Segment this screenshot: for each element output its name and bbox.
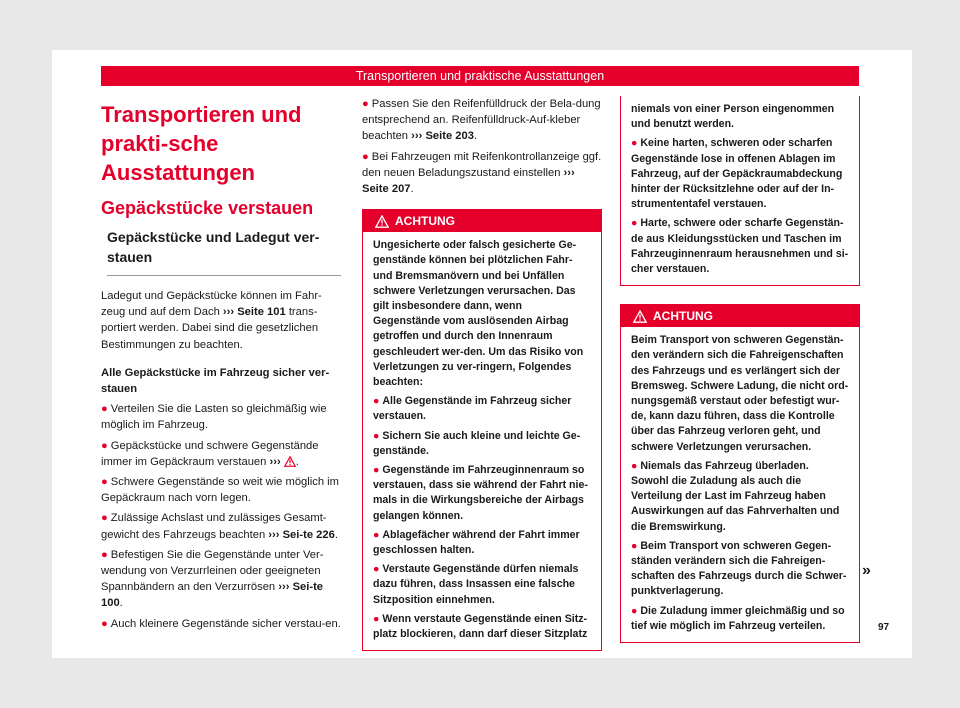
- bullet-icon: ●: [373, 464, 380, 477]
- bullet-icon: ●: [631, 459, 638, 472]
- bullet-icon: ●: [101, 548, 108, 561]
- list-item: [631, 216, 849, 277]
- list-item-text: Auch kleinere Gegenstände sicher verstau-en.: [110, 617, 341, 630]
- list-item-text: Harte, schwere oder scharfe Gegenstän-de aus Kleidungsstücken und Taschen im Fahrzeuginnenraum herausnehmen und si-cher verstauen.: [631, 217, 849, 276]
- bullet-icon: ●: [373, 429, 380, 442]
- column-left: [101, 96, 341, 632]
- list-item-text: Beim Transport von schweren Gegen-ständen verändern sich die Fahreigen-schaften des Fahrzeugs durch die Schwer-punktverlagerung.: [631, 539, 847, 598]
- list-item: [631, 539, 849, 600]
- list-item: [373, 562, 591, 608]
- column-middle: [362, 96, 602, 651]
- list-item: [373, 463, 591, 524]
- list-item: [373, 528, 591, 558]
- list-item-text: Ablagefächer während der Fahrt immer geschlossen halten.: [373, 528, 580, 557]
- list-item: ● Passen Sie den Reifenfülldruck der Bela-dung entsprechend an. Reifenfülldruck-Auf-kleber beachten ››› Seite 203.: [362, 98, 601, 143]
- warning-box: [362, 209, 602, 651]
- bullet-icon: ●: [631, 539, 638, 552]
- list-item: [373, 429, 591, 459]
- list-item: [631, 604, 849, 634]
- page-reference[interactable]: ››› Sei-te 226: [268, 528, 335, 541]
- warning-text: niemals von einer Person eingenommen und benutzt werden.: [631, 103, 835, 131]
- warning-header: [363, 210, 601, 232]
- list-item-text: Keine harten, schweren oder scharfen Gegenstände lose in offenen Ablagen im Fahrzeug, auf der Gepäckraumabdeckung hinter der Rücksitzlehne oder auf der In-strumententafel verstauen.: [631, 137, 843, 211]
- page-reference[interactable]: ››› Seite 203: [411, 130, 474, 143]
- list-item: [373, 612, 591, 642]
- warning-body: [621, 96, 859, 285]
- list-item-text: Schwere Gegenstände so weit wie möglich im Gepäckraum nach vorn legen.: [101, 476, 339, 505]
- list-item: [373, 394, 591, 424]
- list-item-text: Gepäckstücke und schwere Gegenstände immer im Gepäckraum verstauen: [101, 439, 319, 468]
- bullet-icon: ●: [101, 512, 108, 525]
- bullet-icon: ●: [373, 528, 380, 541]
- list-item-text: Alle Gegenstände im Fahrzeug sicher verstauen.: [373, 395, 572, 423]
- continued-marker: »: [862, 562, 871, 579]
- warning-triangle-icon: [284, 456, 296, 467]
- intro-paragraph: [101, 288, 341, 353]
- page-reference[interactable]: ››› Seite 207: [362, 166, 575, 196]
- warning-label: ACHTUNG: [395, 214, 455, 229]
- running-header: Transportieren und praktische Ausstattungen: [101, 66, 859, 86]
- list-item-text: Sichern Sie auch kleine und leichte Ge-genstände.: [373, 429, 581, 457]
- list-item-text: Die Zuladung immer gleichmäßig und so tief wie möglich im Fahrzeug verteilen.: [631, 604, 845, 632]
- list-item: [631, 136, 849, 212]
- page-reference[interactable]: ››› Sei-te 100: [101, 581, 324, 610]
- bullet-icon: ●: [631, 604, 638, 617]
- bullet-icon: ●: [362, 150, 369, 163]
- list-item-text: Gegenstände im Fahrzeuginnenraum so verstauen, dass sie während der Fahrt nie-mals in die Wirkungsbereiche der Airbags gelangen können.: [373, 464, 588, 522]
- bullet-icon: ●: [631, 137, 638, 150]
- list-item-text: Verstaute Gegenstände dürfen niemals dazu führen, dass Insassen eine falsche Sitzposition einnehmen.: [373, 563, 579, 606]
- warning-label: ACHTUNG: [653, 309, 713, 324]
- warning-body: [363, 232, 601, 650]
- list-item: ● Bei Fahrzeugen mit Reifenkontrollanzeige ggf. den neuen Beladungszustand einstellen ››› Seite 207.: [362, 150, 602, 196]
- page-reference[interactable]: ›››: [269, 455, 281, 468]
- bullet-icon: ●: [101, 617, 108, 630]
- warning-body: [621, 327, 859, 642]
- intro-text: Ladegut und Gepäckstücke können im Fahr-zeug und auf dem Dach: [101, 290, 322, 319]
- warning-header: [621, 305, 859, 327]
- section-title: Gepäckstücke verstauen: [101, 198, 314, 218]
- list-item-text: Wenn verstaute Gegenstände einen Sitz-platz blockieren, dann darf dieser Sitzplatz: [373, 612, 588, 641]
- list-item-text: Passen Sie den Reifenfülldruck der Bela-dung entsprechend an. Reifenfülldruck-Auf-kleber beachten: [362, 98, 601, 143]
- list-item: [101, 616, 341, 632]
- list-item-text: Bei Fahrzeugen mit Reifenkontrollanzeige ggf. den neuen Beladungszustand einstellen: [362, 150, 602, 179]
- bullet-icon: ●: [101, 403, 108, 416]
- warning-triangle-icon: [375, 215, 389, 228]
- warning-text: Ungesicherte oder falsch gesicherte Ge-genstände können bei plötzlichen Fahr-und Bremsmanövern und bei Unfällen schwere Verletzungen verursachen. Das gilt insbesondere dann, wenn Gegenstände vom auslösenden Airbag getroffen und durch den Innenraum geschleudert wer-den. Um das Risiko von Verletzungen zu ver-ringern, Folgendes beachten:: [373, 239, 584, 389]
- list-item: ● Befestigen Sie die Gegenstände unter Ver-wendung von Verzurrleinen oder geeigneten Spannbändern an den Verzurrösen ››› Sei-te 100.: [101, 548, 324, 610]
- page-reference[interactable]: ››› Seite 101: [222, 306, 286, 319]
- list-heading: Alle Gepäckstücke im Fahrzeug sicher ver-stauen: [101, 366, 330, 396]
- bullet-icon: ●: [373, 563, 380, 576]
- list-item-text: Verteilen Sie die Lasten so gleichmäßig wie möglich im Fahrzeug.: [101, 403, 327, 432]
- bullet-icon: ●: [101, 439, 108, 452]
- intro-text-rest: trans-portiert werden. Dabei sind die gesetzlichen Bestimmungen zu beachten.: [101, 306, 319, 351]
- warning-box: [620, 304, 860, 643]
- list-item: [631, 459, 849, 535]
- warning-triangle-icon: [633, 310, 647, 323]
- warning-text: Beim Transport von schweren Gegenstän-den verändern sich die Fahreigenschaften des Fahrzeugs und es verlängert sich der Bremsweg. Schwere Ladung, die nicht ord-nungsgemäß verstaut oder befestigt wur-de, kann dazu führen, dass die Kontrolle über das Fahrzeug verloren geht, und schwere Verletzungen verursachen.: [631, 334, 849, 453]
- bullet-icon: ●: [373, 395, 380, 408]
- bullet-icon: ●: [101, 476, 108, 489]
- list-item-text: Zulässige Achslast und zulässiges Gesamt-gewicht des Fahrzeugs beachten: [101, 512, 327, 541]
- list-item: ● Gepäckstücke und schwere Gegenstände immer im Gepäckraum verstauen ››› .: [101, 439, 319, 468]
- bullet-icon: ●: [373, 612, 380, 625]
- list-item-text: Niemals das Fahrzeug überladen. Sowohl die Zuladung als auch die Verteilung der Last im Fahrzeug haben Auswirkungen auf das Fahrverhalten und die Bremswirkung.: [631, 459, 840, 533]
- bullet-icon: ●: [362, 98, 369, 110]
- bullet-icon: ●: [631, 217, 638, 230]
- page-number: 97: [878, 622, 890, 633]
- list-item: [101, 474, 341, 506]
- list-item: [101, 401, 341, 433]
- chapter-title: Transportieren und prakti-sche Ausstattungen: [101, 102, 302, 185]
- sub-title: Gepäckstücke und Ladegut ver-stauen: [107, 227, 341, 276]
- list-item: ● Zulässige Achslast und zulässiges Gesamt-gewicht des Fahrzeugs beachten ››› Sei-te 226.: [101, 512, 338, 541]
- column-right: [620, 96, 860, 643]
- list-item-text: Befestigen Sie die Gegenstände unter Ver-wendung von Verzurrleinen oder geeigneten Spannbändern an den Verzurrösen: [101, 548, 324, 594]
- warning-box-continued: [620, 96, 860, 286]
